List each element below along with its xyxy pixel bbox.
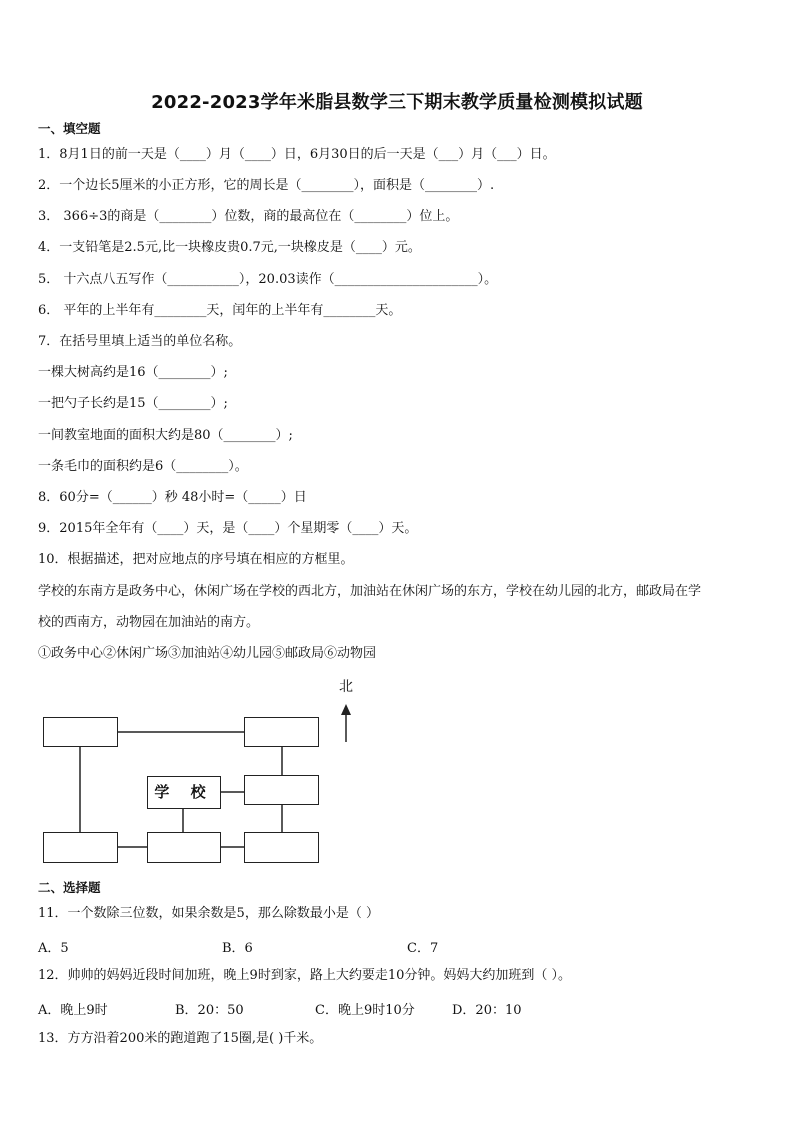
question-13: 13．方方沿着200米的跑道跑了15圈,是( )千米。 xyxy=(38,1031,323,1046)
map-box-top-right[interactable] xyxy=(244,717,319,747)
q12-option-a[interactable]: A．晚上9时 xyxy=(38,1003,108,1018)
map-box-top-left[interactable] xyxy=(43,717,118,747)
section-choice-heading: 二、选择题 xyxy=(38,880,101,895)
map-box-bottom-right[interactable] xyxy=(244,832,319,863)
question-1: 1．8月1日的前一天是（____）月（____）日，6月30日的后一天是（___）月（___）日。 xyxy=(38,147,556,162)
question-10-description-2: 校的西南方，动物园在加油站的南方。 xyxy=(38,615,260,630)
question-7b: 一把勺子长约是15（________）; xyxy=(38,396,228,411)
question-7d: 一条毛巾的面积约是6（________）。 xyxy=(38,459,248,474)
question-4: 4．一支铅笔是2.5元,比一块橡皮贵0.7元,一块橡皮是（____）元。 xyxy=(38,240,421,255)
school-box: 学 校 xyxy=(147,776,221,809)
question-5: 5． 十六点八五写作（___________），20.03读作（______________________）。 xyxy=(38,272,498,287)
question-9: 9．2015年全年有（____）天，是（____）个星期零（____）天。 xyxy=(38,521,418,536)
question-2: 2．一个边长5厘米的小正方形，它的周长是（________），面积是（________）. xyxy=(38,178,495,193)
q11-option-b[interactable]: B．6 xyxy=(222,941,253,956)
map-box-bottom-middle[interactable] xyxy=(147,832,221,863)
q11-option-a[interactable]: A．5 xyxy=(38,941,69,956)
q12-option-d[interactable]: D．20：10 xyxy=(452,1003,522,1018)
question-12: 12．帅帅的妈妈近段时间加班，晚上9时到家，路上大约要走10分钟。妈妈大约加班到（ ）。 xyxy=(38,968,571,983)
q12-option-c[interactable]: C．晚上9时10分 xyxy=(315,1003,415,1018)
question-10-places: ①政务中心②休闲广场③加油站④幼儿园⑤邮政局⑥动物园 xyxy=(38,646,377,661)
question-6: 6． 平年的上半年有________天，闰年的上半年有________天。 xyxy=(38,303,402,318)
map-box-bottom-left[interactable] xyxy=(43,832,118,863)
question-10-description-1: 学校的东南方是政务中心，休闲广场在学校的西北方，加油站在休闲广场的东方，学校在幼儿园的北方，邮政局在学 xyxy=(38,584,702,599)
question-3: 3． 366÷3的商是（________）位数，商的最高位在（________）位上。 xyxy=(38,209,459,224)
question-8: 8．60分=（______）秒 48小时=（_____）日 xyxy=(38,490,307,505)
map-box-middle-right[interactable] xyxy=(244,775,319,805)
q11-option-c[interactable]: C．7 xyxy=(407,941,439,956)
page-title: 2022-2023学年米脂县数学三下期末教学质量检测模拟试题 xyxy=(151,92,643,113)
north-arrow-icon xyxy=(341,704,351,742)
section-fill-heading: 一、填空题 xyxy=(38,121,101,136)
question-10: 10．根据描述，把对应地点的序号填在相应的方框里。 xyxy=(38,552,354,567)
question-7c: 一间教室地面的面积大约是80（________）; xyxy=(38,428,293,443)
north-label: 北 xyxy=(339,679,353,695)
question-7a: 一棵大树高约是16（________）; xyxy=(38,365,228,380)
question-11: 11．一个数除三位数，如果余数是5，那么除数最小是（ ） xyxy=(38,906,379,921)
q12-option-b[interactable]: B．20：50 xyxy=(175,1003,244,1018)
question-7: 7．在括号里填上适当的单位名称。 xyxy=(38,334,242,349)
